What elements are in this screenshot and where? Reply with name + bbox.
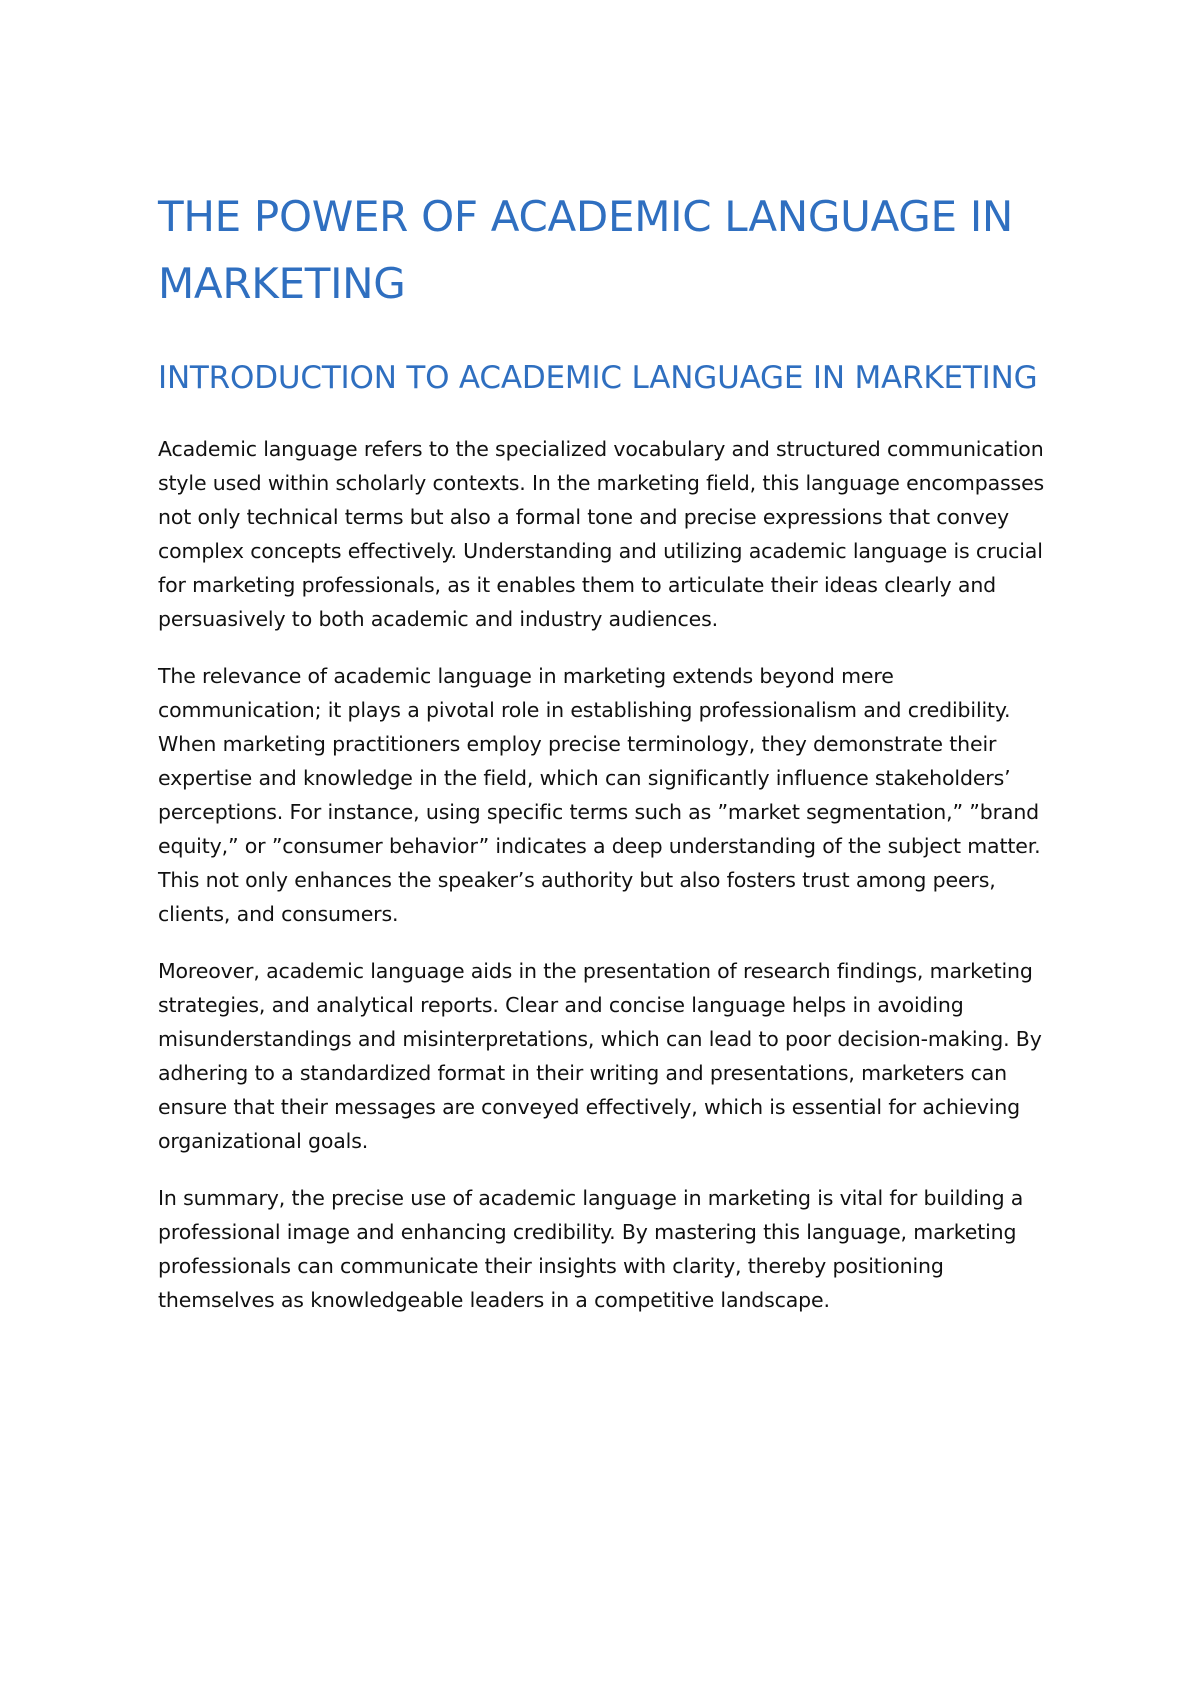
section-heading: INTRODUCTION TO ACADEMIC LANGUAGE IN MARKETING [158,360,1038,396]
body-paragraph-3: Moreover, academic language aids in the presentation of research findings, marketing strategies, and analytical reports. Clear and concise language helps in avoiding misunderstandings and misinterpretations, which can lead to poor decision-making. By adhering to a standardized format in their writing and presentations, marketers can ensure that their messages are conveyed effectively, which is essential for achieving organizational goals. [158,959,1042,1153]
body-paragraph-4: In summary, the precise use of academic language in marketing is vital for building a professional image and enhancing credibility. By mastering this language, marketing professionals can communicate their insights with clarity, thereby positioning themselves as knowledgeable leaders in a competitive landscape. [158,1186,1024,1312]
body-paragraph-1: Academic language refers to the specialized vocabulary and structured communication style used within scholarly contexts. In the marketing field, this language encompasses not only technical terms but also a formal tone and precise expressions that convey complex concepts effectively. Understanding and utilizing academic language is crucial for marketing professionals, as it enables them to articulate their ideas clearly and persuasively to both academic and industry audiences. [158,437,1045,631]
body-paragraph-2: The relevance of academic language in marketing extends beyond mere communication; it plays a pivotal role in establishing professionalism and credibility. When marketing practitioners employ precise terminology, they demonstrate their expertise and knowledge in the field, which can significantly influence stakeholders’ perceptions. For instance, using specific terms such as ”market segmentation,” ”brand equity,” or ”consumer behavior” indicates a deep understanding of the subject matter. This not only enhances the speaker’s authority but also fosters trust among peers, clients, and consumers. [158,664,1041,926]
document-title: THE POWER OF ACADEMIC LANGUAGE IN MARKETING [158,192,1014,308]
document-content [158,183,1048,1317]
